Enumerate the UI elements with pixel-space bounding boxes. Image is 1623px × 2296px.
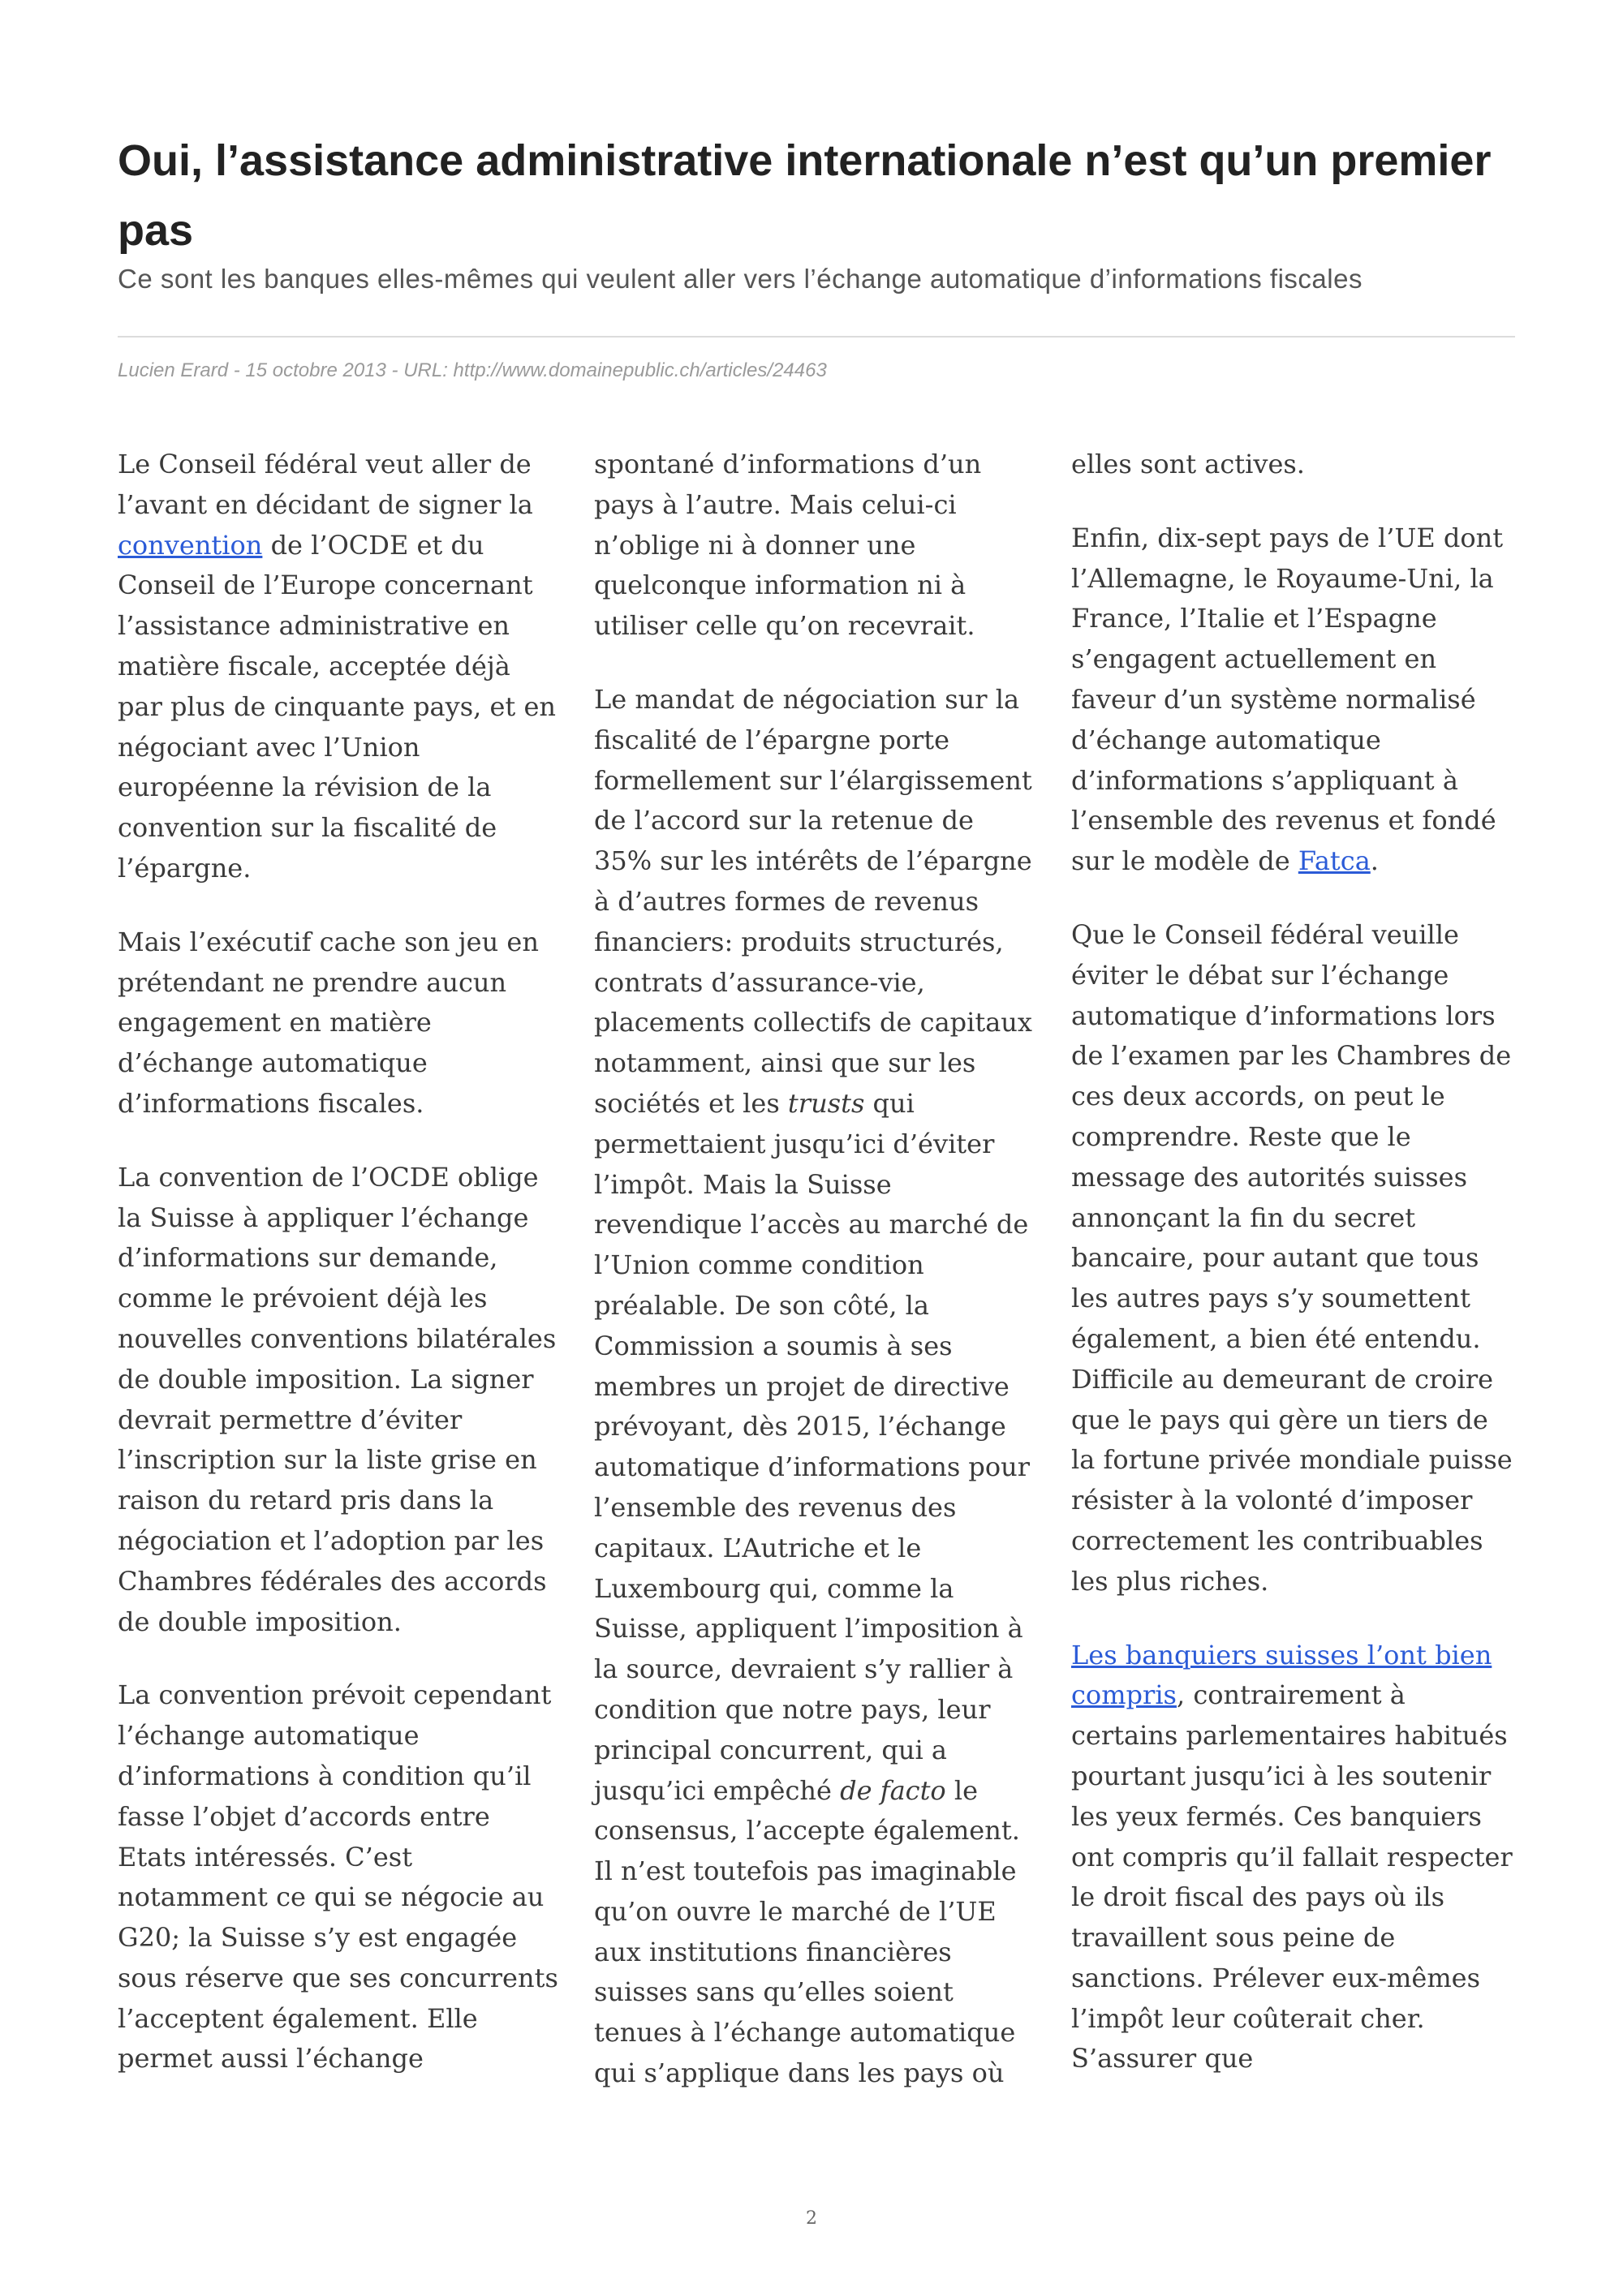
page-number: 2 <box>806 2208 817 2229</box>
paragraph: Que le Conseil fédéral veuille éviter le débat sur l’échange automatique d’informations lors de l’examen par les Chambres de ces deux accords, on peut le comprendre. Reste que le message des autorités suisses annonçant la fin du secret bancaire, pour autant que tous les autres pays s’y soumettent également, a bien été entendu. Difficile au demeurant de croire que le pays qui gère un tiers de la fortune privée mondiale puisse résister à la volonté d’imposer correctement les contribuables les plus riches. <box>1071 918 1513 1597</box>
banquiers-link[interactable]: Les banquiers suisses l’ont bien compris <box>1071 1639 1492 1711</box>
emphasis-text: trusts <box>787 1087 865 1119</box>
fatca-link[interactable]: Fatca <box>1298 845 1371 877</box>
paragraph <box>1071 1636 1513 2080</box>
convention-link[interactable]: convention <box>118 529 263 561</box>
article-title: Oui, l’assistance administrative internationale n’est qu’un premier pas <box>118 136 1492 255</box>
paragraph <box>594 680 1036 2094</box>
paragraph: elles sont actives. <box>1071 449 1305 479</box>
paragraph-text: , contrairement à certains parlementaires habitués pourtant jusqu’ici à les soutenir les yeux fermés. Ces banquiers ont compris qu’il fallait respecter le droit fiscal des pays où ils travaillent sous peine de sanctions. Prélever eux-mêmes l’impôt leur coûterait cher. S’assurer que <box>1071 1679 1513 2075</box>
emphasis-text: de facto <box>840 1774 946 1806</box>
text-column-1 <box>118 445 560 2113</box>
paragraph-text: Le mandat de négociation sur la fiscalité de l’épargne porte formellement sur l’élargissement de l’accord sur la retenue de 35% sur les intérêts de l’épargne à d’autres formes de revenus financiers: produits structurés, contrats d’assurance-vie, placements collectifs de capitaux notamment, ainsi que sur les sociétés et les <box>594 683 1032 1119</box>
paragraph: spontané d’informations d’un pays à l’autre. Mais celui-ci n’oblige ni à donner une quelconque information ni à utiliser celle qu’on recevrait. <box>594 449 982 642</box>
header-divider <box>118 336 1515 338</box>
paragraph <box>1071 518 1513 882</box>
paragraph: La convention de l’OCDE oblige la Suisse à appliquer l’échange d’informations sur demande, comme le prévoient déjà les nouvelles conventions bilatérales de double imposition. La signer devrait permettre d’éviter l’inscription sur la liste grise en raison du retard pris dans la négociation et l’adoption par les Chambres fédérales des accords de double imposition. <box>118 1161 557 1637</box>
paragraph <box>118 445 560 889</box>
article-meta: Lucien Erard - 15 octobre 2013 - URL: http://www.domainepublic.ch/articles/24463 <box>118 359 827 381</box>
paragraph-text: Le Conseil fédéral veut aller de l’avant en décidant de signer la <box>118 449 533 520</box>
paragraph-text: de l’OCDE et du Conseil de l’Europe concernant l’assistance administrative en matière fiscale, acceptée déjà par plus de cinquante pays, et en négociant avec l’Union européenne la révision de la convention sur la fiscalité de l’épargne. <box>118 529 556 884</box>
text-column-2 <box>594 445 1036 2127</box>
paragraph-text: le consensus, l’accepte également. Il n’est toutefois pas imaginable qu’on ouvre le marché de l’UE aux institutions financières suisses sans qu’elles soient tenues à l’échange automatique qui s’applique dans les pays où <box>594 1774 1020 2089</box>
paragraph-text: qui permettaient jusqu’ici d’éviter l’impôt. Mais la Suisse revendique l’accès au marché de l’Union comme condition préalable. De son côté, la Commission a soumis à ses membres un projet de directive prévoyant, dès 2015, l’échange automatique d’informations pour l’ensemble des revenus des capitaux. L’Autriche et le Luxembourg qui, comme la Suisse, appliquent l’imposition à la source, devraient s’y rallier à condition que notre pays, leur principal concurrent, qui a jusqu’ici empêché <box>594 1087 1031 1806</box>
text-column-3 <box>1071 445 1513 2113</box>
paragraph: La convention prévoit cependant l’échange automatique d’informations à condition qu’il fasse l’objet d’accords entre Etats intéressés. C’est notamment ce qui se négocie au G20; la Suisse s’y est engagée sous réserve que ses concurrents l’acceptent également. Elle permet aussi l’échange <box>118 1679 558 2075</box>
article-subtitle: Ce sont les banques elles-mêmes qui veulent aller vers l’échange automatique d’informations fiscales <box>118 264 1363 294</box>
paragraph-text: . <box>1370 845 1379 877</box>
paragraph-text: Enfin, dix-sept pays de l’UE dont l’Allemagne, le Royaume-Uni, la France, l’Italie et l’Espagne s’engagent actuellement en faveur d’un système normalisé d’échange automatique d’informations s’appliquant à l’ensemble des revenus et fondé sur le modèle de <box>1071 522 1504 877</box>
paragraph: Mais l’exécutif cache son jeu en prétendant ne prendre aucun engagement en matière d’échange automatique d’informations fiscales. <box>118 926 539 1119</box>
